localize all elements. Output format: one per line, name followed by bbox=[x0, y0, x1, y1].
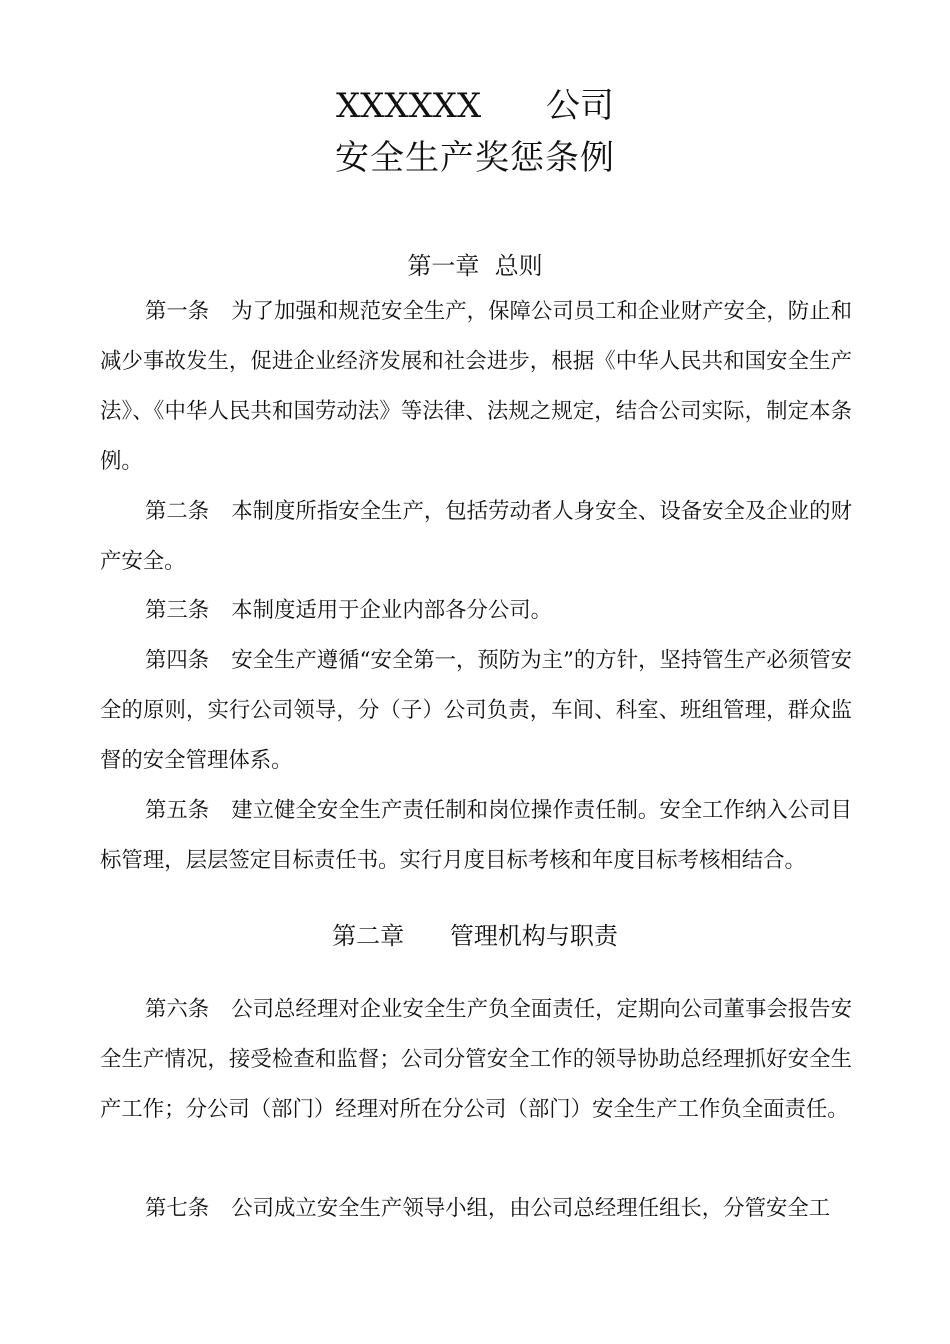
article-label: 第七条 bbox=[145, 1196, 210, 1221]
article-7 bbox=[100, 1184, 852, 1234]
article-label: 第二条 bbox=[145, 499, 210, 524]
article-5 bbox=[100, 786, 852, 886]
article-label: 第六条 bbox=[145, 997, 210, 1022]
article-text: 本制度所指安全生产，包括劳动者人身安全、设备安全及企业的财产安全。 bbox=[100, 499, 852, 574]
article-label: 第五条 bbox=[145, 798, 210, 823]
article-label: 第一条 bbox=[145, 299, 210, 324]
article-text: 公司总经理对企业安全生产负全面责任，定期向公司董事会报告安全生产情况，接受检查和监督；公司分管安全工作的领导协助总经理抓好安全生产工作；分公司（部门）经理对所在分公司（部门）安全生产工作负全面责任。 bbox=[100, 997, 852, 1122]
article-4 bbox=[100, 636, 852, 786]
article-text: 建立健全安全生产责任制和岗位操作责任制。安全工作纳入公司目标管理，层层签定目标责任书。实行月度目标考核和年度目标考核相结合。 bbox=[100, 798, 852, 873]
article-text: 为了加强和规范安全生产，保障公司员工和企业财产安全，防止和减少事故发生，促进企业经济发展和社会进步，根据《中华人民共和国安全生产法》、《中华人民共和国劳动法》等法律、法规之规定，结合公司实际，制定本条例。 bbox=[100, 299, 852, 474]
article-text: 本制度适用于企业内部各分公司。 bbox=[231, 598, 553, 623]
article-3 bbox=[100, 586, 852, 636]
document-title: 安全生产奖惩条例 bbox=[335, 138, 615, 178]
article-1 bbox=[100, 287, 852, 487]
chapter-heading-1: 第一章 总则 bbox=[407, 252, 543, 280]
article-text: 公司成立安全生产领导小组，由公司总经理任组长，分管安全工 bbox=[231, 1196, 831, 1221]
article-6 bbox=[100, 985, 852, 1135]
document-title-company: XXXXXX 公司 bbox=[335, 86, 615, 126]
article-label: 第三条 bbox=[145, 598, 210, 623]
article-2 bbox=[100, 487, 852, 587]
article-label: 第四条 bbox=[145, 648, 210, 673]
article-text: 安全生产遵循“安全第一，预防为主”的方针，坚持管生产必须管安全的原则，实行公司领导，分（子）公司负责，车间、科室、班组管理，群众监督的安全管理体系。 bbox=[100, 648, 852, 773]
chapter-heading-2: 第二章 管理机构与职责 bbox=[332, 922, 618, 950]
